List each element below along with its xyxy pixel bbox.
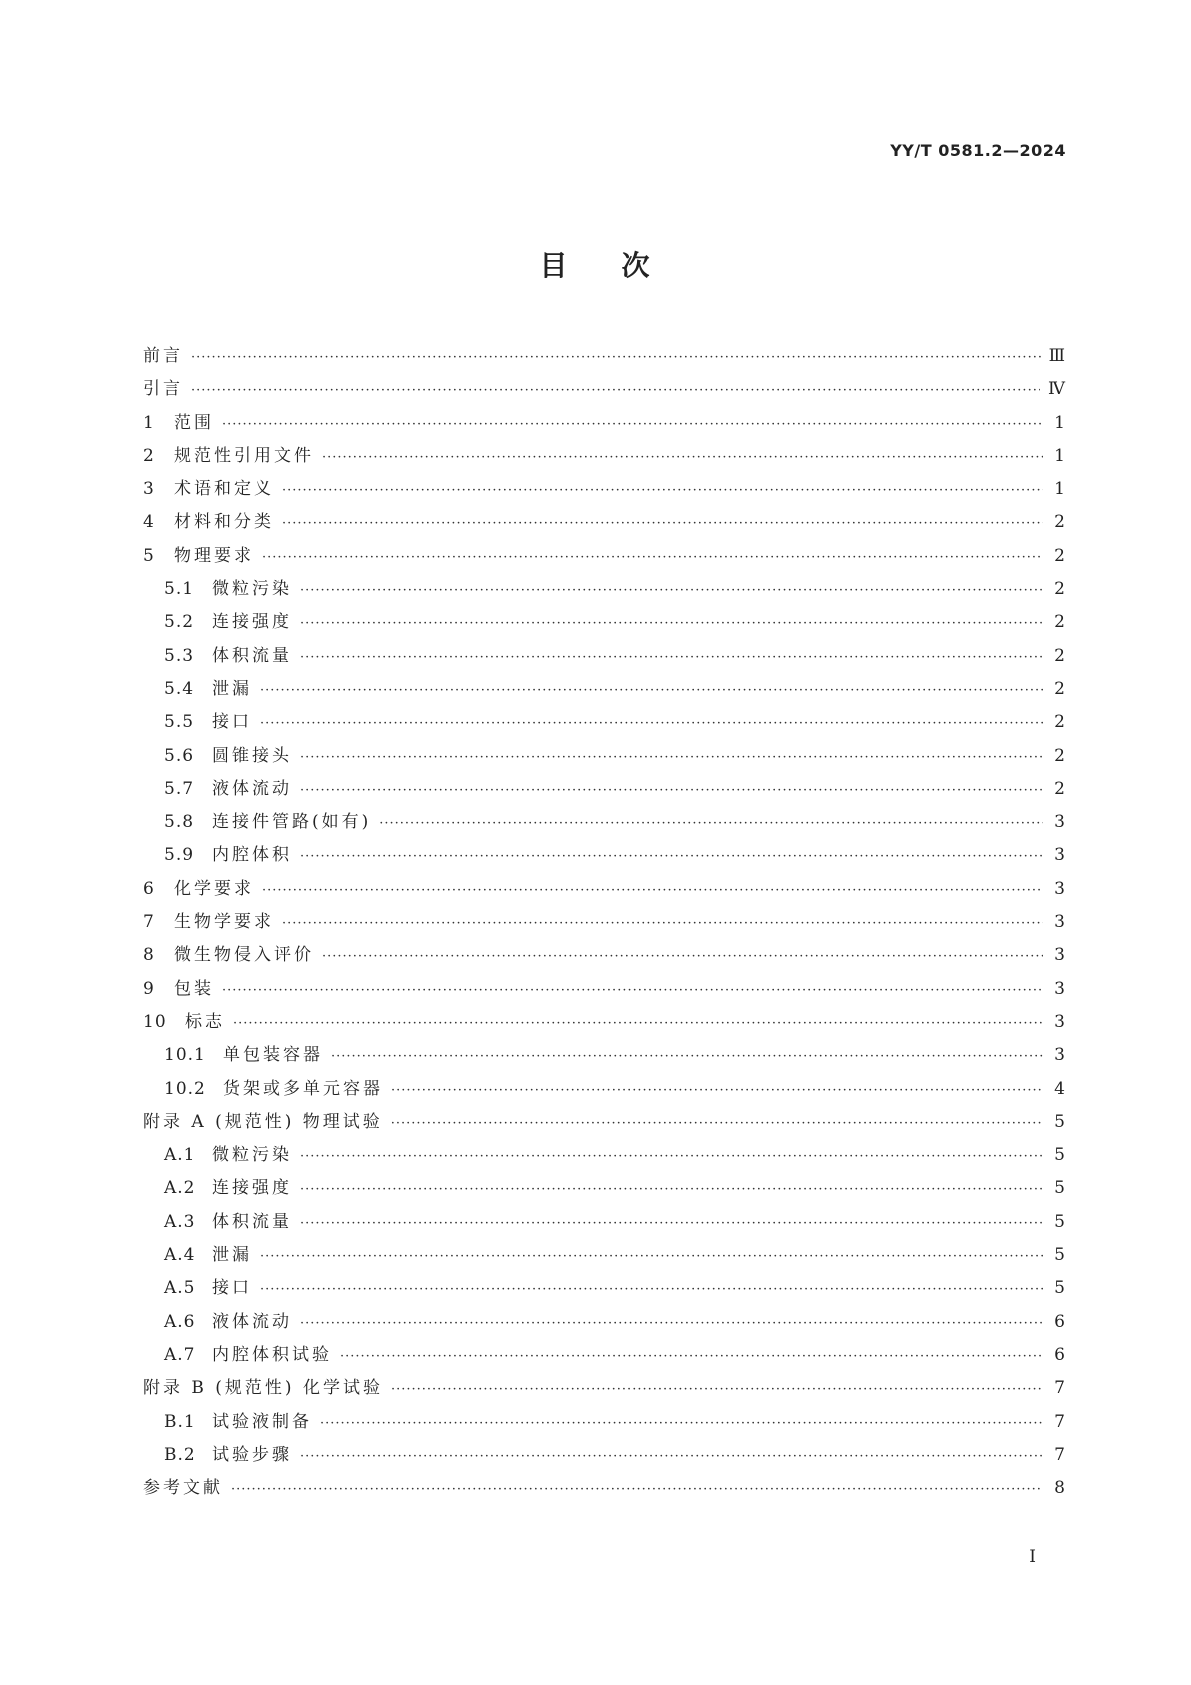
toc-entry[interactable]: [143, 1472, 1065, 1505]
toc-entry[interactable]: [143, 1106, 1065, 1139]
toc-entry[interactable]: [143, 1239, 1065, 1272]
dot-leader: [260, 707, 1043, 740]
toc-entry-number: A.4: [164, 1245, 196, 1266]
toc-entry[interactable]: [143, 407, 1065, 440]
toc-entry[interactable]: [143, 1339, 1065, 1372]
toc-entry-label: 体积流量: [212, 1211, 292, 1232]
toc-entry-label: 材料和分类: [174, 512, 274, 533]
toc-entry-number: 2: [143, 445, 155, 466]
toc-entry-page: 1: [1054, 412, 1065, 433]
toc-entry-page: 2: [1054, 678, 1065, 699]
toc-entry-page: 7: [1054, 1411, 1065, 1432]
dot-leader: [262, 874, 1043, 907]
toc-entry-label: 接口: [212, 712, 252, 733]
toc-entry-page: 8: [1054, 1478, 1065, 1499]
toc-entry-label: 微粒污染: [212, 579, 292, 600]
toc-entry-page: 1: [1054, 479, 1065, 500]
toc-entry-number: A.1: [164, 1145, 196, 1166]
dot-leader: [300, 774, 1043, 807]
toc-entry-page: 2: [1054, 612, 1065, 633]
toc-entry[interactable]: [143, 1172, 1065, 1205]
toc-entry-number: 1: [143, 412, 155, 433]
toc-entry-number: 10: [143, 1011, 167, 1032]
toc-entry-page: 2: [1054, 545, 1065, 566]
dot-leader: [282, 507, 1043, 540]
dot-leader: [300, 1173, 1043, 1206]
toc-entry[interactable]: [143, 473, 1065, 506]
toc-entry-page: 2: [1054, 512, 1065, 533]
toc-entry[interactable]: [143, 939, 1065, 972]
toc-entry[interactable]: [143, 973, 1065, 1006]
toc-entry-label: 接口: [212, 1278, 252, 1299]
toc-entry-page: 2: [1054, 645, 1065, 666]
toc-entry-label: 内腔体积试验: [212, 1344, 332, 1365]
toc-entry[interactable]: [143, 606, 1065, 639]
toc-entry-label: 引言: [143, 379, 183, 400]
toc-entry-label: 附录 A (规范性) 物理试验: [143, 1111, 383, 1132]
dot-leader: [282, 907, 1043, 940]
toc-entry-label: 圆锥接头: [212, 745, 292, 766]
toc-entry-page: 7: [1054, 1444, 1065, 1465]
toc-entry-number: 5.6: [164, 745, 195, 766]
toc-entry[interactable]: [143, 1406, 1065, 1439]
toc-entry-number: A.3: [164, 1211, 196, 1232]
toc-entry-number: 10.2: [164, 1078, 206, 1099]
toc-entry-label: 生物学要求: [174, 912, 274, 933]
dot-leader: [331, 1040, 1043, 1073]
dot-leader: [322, 441, 1043, 474]
toc-entry-label: 包装: [174, 978, 214, 999]
toc-entry-label: 规范性引用文件: [174, 445, 314, 466]
dot-leader: [233, 1007, 1043, 1040]
table-of-contents: [143, 340, 1065, 1505]
toc-entry[interactable]: [143, 1073, 1065, 1106]
dot-leader: [300, 741, 1043, 774]
toc-entry-page: 3: [1054, 812, 1065, 833]
dot-leader: [300, 840, 1043, 873]
toc-entry-label: 附录 B (规范性) 化学试验: [143, 1378, 383, 1399]
dot-leader: [300, 574, 1043, 607]
toc-entry[interactable]: [143, 1139, 1065, 1172]
dot-leader: [300, 1140, 1043, 1173]
dot-leader: [322, 940, 1043, 973]
toc-entry-number: 6: [143, 878, 155, 899]
toc-entry-number: 5.2: [164, 612, 195, 633]
toc-entry-label: 泄漏: [212, 1245, 252, 1266]
title-right: 次: [621, 249, 652, 282]
toc-entry-number: B.1: [164, 1411, 196, 1432]
toc-entry[interactable]: [143, 373, 1065, 406]
dot-leader: [340, 1340, 1043, 1373]
dot-leader: [231, 1473, 1043, 1506]
dot-leader: [300, 607, 1043, 640]
toc-entry-page: 3: [1054, 878, 1065, 899]
toc-entry-page: 5: [1054, 1278, 1065, 1299]
toc-entry[interactable]: [143, 839, 1065, 872]
toc-entry[interactable]: [143, 573, 1065, 606]
dot-leader: [260, 674, 1043, 707]
toc-entry-label: 单包装容器: [223, 1045, 323, 1066]
toc-entry-page: 2: [1054, 778, 1065, 799]
toc-entry-number: 5.9: [164, 845, 195, 866]
toc-entry-number: 5.1: [164, 579, 195, 600]
toc-entry[interactable]: [143, 1372, 1065, 1405]
toc-entry[interactable]: [143, 1006, 1065, 1039]
toc-entry-page: 3: [1054, 845, 1065, 866]
toc-entry-number: A.2: [164, 1178, 196, 1199]
dot-leader: [300, 1207, 1043, 1240]
toc-entry-page: 3: [1054, 1045, 1065, 1066]
toc-entry[interactable]: [143, 773, 1065, 806]
toc-entry[interactable]: [143, 740, 1065, 773]
dot-leader: [300, 1440, 1043, 1473]
toc-entry[interactable]: [143, 1206, 1065, 1239]
footer-page-number: I: [1029, 1547, 1036, 1567]
toc-entry-number: 7: [143, 912, 155, 933]
toc-entry-label: 化学要求: [174, 878, 254, 899]
toc-entry-page: 5: [1054, 1211, 1065, 1232]
toc-entry-number: A.6: [164, 1311, 196, 1332]
page-title: [0, 244, 1191, 284]
dot-leader: [379, 807, 1043, 840]
dot-leader: [222, 974, 1043, 1007]
toc-entry-number: 3: [143, 479, 155, 500]
toc-entry-label: 物理要求: [174, 545, 254, 566]
toc-entry-page: 5: [1054, 1178, 1065, 1199]
toc-entry[interactable]: [143, 873, 1065, 906]
dot-leader: [391, 1373, 1043, 1406]
toc-entry-label: 范围: [174, 412, 214, 433]
toc-entry-page: 3: [1054, 912, 1065, 933]
toc-entry-page: 4: [1054, 1078, 1065, 1099]
toc-entry-label: 参考文献: [143, 1478, 223, 1499]
toc-entry-number: 9: [143, 978, 155, 999]
toc-entry[interactable]: [143, 1272, 1065, 1305]
toc-entry[interactable]: [143, 440, 1065, 473]
toc-entry-label: 标志: [185, 1011, 225, 1032]
toc-entry-number: 10.1: [164, 1045, 206, 1066]
toc-entry-number: 5.5: [164, 712, 195, 733]
toc-entry-label: 前言: [143, 346, 183, 366]
toc-entry-number: A.5: [164, 1278, 196, 1299]
toc-entry-number: A.7: [164, 1344, 196, 1365]
dot-leader: [282, 474, 1043, 507]
toc-entry[interactable]: [143, 673, 1065, 706]
toc-entry-page: 3: [1054, 945, 1065, 966]
toc-entry[interactable]: [143, 1306, 1065, 1339]
toc-entry-number: B.2: [164, 1444, 196, 1465]
toc-entry-page: 2: [1054, 579, 1065, 600]
toc-entry[interactable]: [143, 506, 1065, 539]
toc-entry[interactable]: [143, 540, 1065, 573]
toc-entry-label: 体积流量: [212, 645, 292, 666]
toc-entry-number: 5.7: [164, 778, 195, 799]
dot-leader: [300, 641, 1043, 674]
toc-entry[interactable]: [143, 1039, 1065, 1072]
standard-code: YY/T 0581.2—2024: [890, 141, 1066, 160]
toc-entry-label: 微生物侵入评价: [174, 945, 314, 966]
toc-entry[interactable]: [143, 706, 1065, 739]
toc-entry-page: 3: [1054, 978, 1065, 999]
dot-leader: [391, 1074, 1043, 1107]
dot-leader: [260, 1273, 1043, 1306]
toc-entry[interactable]: [143, 340, 1065, 373]
dot-leader: [391, 1107, 1043, 1140]
toc-entry[interactable]: [143, 906, 1065, 939]
toc-entry-label: 连接强度: [212, 1178, 292, 1199]
toc-entry-number: 8: [143, 945, 155, 966]
toc-entry-label: 内腔体积: [212, 845, 292, 866]
toc-entry-label: 试验步骤: [212, 1444, 292, 1465]
toc-entry[interactable]: [143, 640, 1065, 673]
toc-entry-page: 6: [1054, 1344, 1065, 1365]
dot-leader: [262, 541, 1043, 574]
toc-entry-page: 7: [1054, 1378, 1065, 1399]
title-left: 目: [539, 249, 570, 282]
toc-entry-number: 5.8: [164, 812, 195, 833]
toc-entry[interactable]: [143, 806, 1065, 839]
toc-entry-page: 2: [1054, 745, 1065, 766]
toc-entry-page: 5: [1054, 1111, 1065, 1132]
toc-entry-page: 1: [1054, 445, 1065, 466]
toc-entry-number: 4: [143, 512, 155, 533]
toc-entry-label: 微粒污染: [212, 1145, 292, 1166]
toc-entry-label: 试验液制备: [212, 1411, 312, 1432]
toc-entry-label: 液体流动: [212, 778, 292, 799]
dot-leader: [222, 408, 1043, 441]
toc-entry[interactable]: [143, 1439, 1065, 1472]
toc-entry-number: 5.3: [164, 645, 195, 666]
toc-entry-page: Ⅳ: [1048, 379, 1065, 400]
toc-entry-number: 5.4: [164, 678, 195, 699]
toc-entry-page: Ⅲ: [1048, 346, 1065, 366]
toc-entry-page: 6: [1054, 1311, 1065, 1332]
toc-entry-page: 3: [1054, 1011, 1065, 1032]
dot-leader: [191, 341, 1041, 374]
toc-entry-page: 2: [1054, 712, 1065, 733]
dot-leader: [320, 1407, 1043, 1440]
dot-leader: [191, 374, 1040, 407]
toc-entry-label: 货架或多单元容器: [223, 1078, 383, 1099]
dot-leader: [260, 1240, 1043, 1273]
toc-entry-label: 术语和定义: [174, 479, 274, 500]
toc-entry-label: 泄漏: [212, 678, 252, 699]
toc-entry-label: 液体流动: [212, 1311, 292, 1332]
toc-entry-number: 5: [143, 545, 155, 566]
toc-entry-page: 5: [1054, 1245, 1065, 1266]
toc-entry-label: 连接强度: [212, 612, 292, 633]
dot-leader: [300, 1307, 1043, 1340]
toc-entry-page: 5: [1054, 1145, 1065, 1166]
toc-entry-label: 连接件管路(如有): [212, 812, 372, 833]
